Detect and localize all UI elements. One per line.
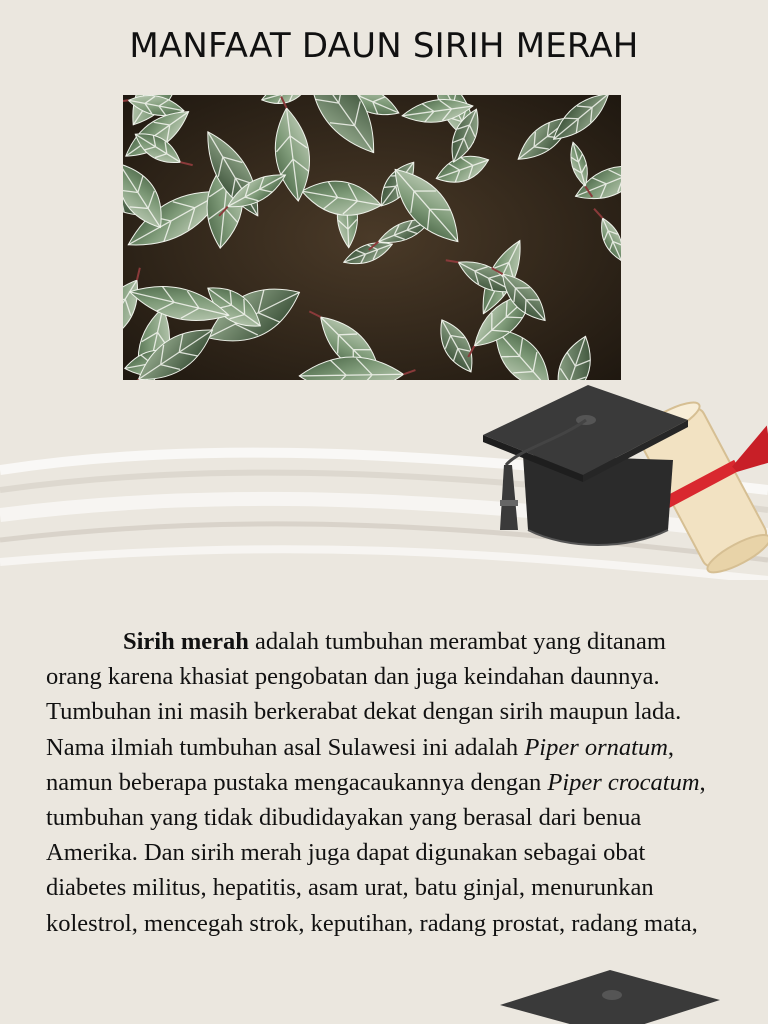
red-betel-leaves-photo (123, 95, 621, 380)
slide-title: MANFAAT DAUN SIRIH MERAH (129, 26, 639, 66)
leaves-illustration (123, 95, 621, 380)
bold-term: Sirih merah (123, 628, 249, 655)
graduation-cap-diploma-icon (478, 380, 768, 580)
paragraph (46, 624, 706, 941)
scientific-name-2: Piper crocatum (547, 768, 700, 796)
paragraph-text-3: , tumbuhan yang tidak dibudidayakan yang berasal dari benua Amerika. Dan sirih merah juga dapat digunakan sebagai obat diabetes militus, hepatitis, asam urat, batu ginjal, menurunkan kolestrol, mencegah strok, keputihan, radang prostat, radang mata, (46, 768, 706, 937)
scientific-name-1: Piper ornatum (524, 733, 668, 761)
graduation-cap-bottom-icon (490, 965, 730, 1024)
paragraph-text-2: , namun beberapa pustaka mengacaukannya dengan (46, 733, 675, 796)
paragraph-text-1: adalah tumbuhan merambat yang ditanam orang karena khasiat pengobatan dan juga keindahan daunnya. Tumbuhan ini masih berkerabat dekat dengan sirih maupun lada. Nama ilmiah tumbuhan asal Sulawesi ini adalah (46, 628, 682, 761)
